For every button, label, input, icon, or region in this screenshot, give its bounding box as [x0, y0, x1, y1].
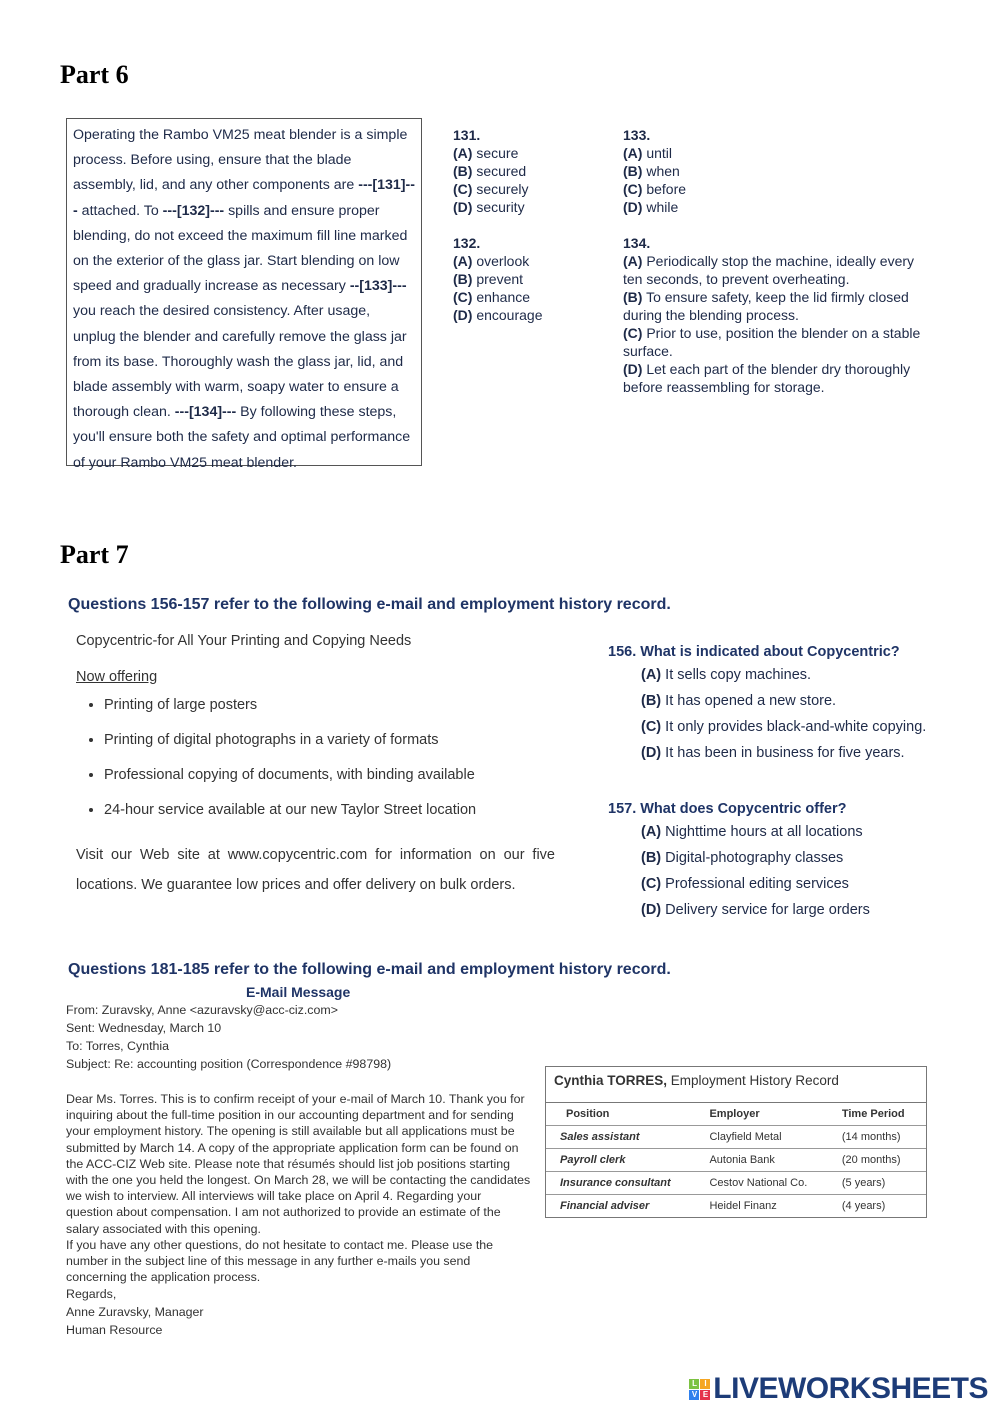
table-cell: Payroll clerk	[546, 1149, 703, 1172]
option-letter: (C)	[623, 325, 643, 341]
option-text: secure	[476, 145, 519, 161]
column-header: Position	[546, 1103, 703, 1126]
answer-option[interactable]	[641, 897, 948, 923]
option-letter: (D)	[623, 361, 643, 377]
question-text: 156. What is indicated about Copycentric?	[608, 644, 900, 660]
question-133	[623, 126, 923, 216]
option-letter: (D)	[623, 199, 643, 215]
answer-option[interactable]	[641, 740, 948, 766]
question-131	[453, 126, 603, 216]
option-text: Nighttime hours at all locations	[665, 824, 863, 840]
offer-item: • Printing of digital photographs in a variety of formats	[104, 723, 584, 758]
option-text: It has opened a new store.	[665, 693, 837, 709]
column-header: Employer	[703, 1103, 835, 1126]
option-letter: (C)	[453, 181, 473, 197]
answer-option[interactable]	[641, 845, 948, 871]
answer-option[interactable]	[453, 288, 603, 306]
question-text: 157. What does Copycentric offer?	[608, 801, 847, 817]
option-letter: (A)	[623, 253, 643, 269]
table-cell: Insurance consultant	[546, 1172, 703, 1195]
ad-closing: Visit our Web site at www.copycentric.com for information on our five locations. We guarantee low prices and offer delivery on bulk orders.	[76, 847, 555, 893]
offer-item: • Professional copying of documents, with binding available	[104, 758, 584, 793]
question-157	[608, 801, 948, 923]
logo-cube-tile: L	[689, 1379, 699, 1389]
option-text: overlook	[476, 253, 530, 269]
option-text: before	[646, 181, 687, 197]
answer-option[interactable]	[641, 819, 948, 845]
question-132	[453, 234, 603, 324]
option-text: Prior to use, position the blender on a stable surface.	[623, 325, 921, 359]
answer-option[interactable]	[641, 714, 948, 740]
option-text: secured	[476, 163, 527, 179]
blank-marker: --[133]---	[349, 278, 407, 295]
answer-option[interactable]	[453, 306, 603, 324]
table-cell: (5 years)	[836, 1172, 926, 1195]
ad-title: Copycentric-for All Your Printing and Copying Needs	[76, 633, 412, 649]
passage-text: you reach the desired consistency. After usage, unplug the blender and carefully remove the glass jar from its base. Thoroughly wash the glass jar, lid, and blade assembly with warm, soapy water to ensure a thorough clean.	[73, 303, 407, 421]
table-cell: (4 years)	[841, 1200, 886, 1212]
option-text: Delivery service for large orders	[665, 902, 870, 918]
answer-option[interactable]	[453, 252, 603, 270]
record-name: Cynthia TORRES,	[554, 1073, 668, 1088]
email-from: From: Zuravsky, Anne <azuravsky@acc-ciz.com>	[66, 1003, 338, 1017]
option-text: To ensure safety, keep the lid firmly closed during the blending process.	[623, 289, 909, 323]
table-cell: Heidel Finanz	[709, 1200, 777, 1212]
question-number: 134.	[623, 235, 651, 251]
passage-text: Operating the Rambo VM25 meat blender is a simple process. Before using, ensure that the blade assembly, lid, and any other components are	[73, 127, 408, 194]
option-text: enhance	[476, 289, 531, 305]
email-body-1: Dear Ms. Torres. This is to confirm receipt of your e-mail of March 10. Thank you for inquiring about the full-time position in our accounting department and for sending your employment history. The opening is still available but all applications must be submitted by March 14. A copy of the appropriate application form can be found on the ACC-CIZ Web site. Please note that résumés should list job positions starting with the one you held the longest. On March 28, we will be contacting the candidates we wish to interview. All interviews will take place on April 4. Regarding your question about compensation. I am not authorized to provide an estimate of the salary associated with this opening.	[66, 1092, 531, 1236]
question-number: 133.	[623, 127, 651, 143]
table-row	[546, 1149, 926, 1172]
table-cell: Financial adviser	[560, 1200, 650, 1212]
table-cell: Clayfield Metal	[703, 1126, 835, 1149]
table-row	[546, 1126, 926, 1149]
option-text: prevent	[476, 271, 524, 287]
passage-text: By following these steps, you'll ensure both the safety and optimal performance of your Rambo VM25 meat blender.	[73, 404, 411, 471]
offer-item: • 24-hour service available at our new Taylor Street location	[104, 793, 584, 828]
question-number: 132.	[453, 235, 481, 251]
logo-cube-tile: V	[689, 1390, 699, 1400]
option-letter: (B)	[623, 289, 643, 305]
option-letter: (D)	[453, 307, 473, 323]
option-text: until	[646, 145, 673, 161]
answer-option[interactable]	[623, 360, 923, 396]
email-to: To: Torres, Cynthia	[66, 1039, 170, 1053]
email-department: Human Resource	[66, 1323, 163, 1338]
email-body-2: If you have any other questions, do not hesitate to contact me. Please use the number in the subject line of this message in any further e-mails you send concerning the application process.	[66, 1237, 494, 1285]
answer-option[interactable]	[641, 662, 948, 688]
record-table	[546, 1103, 926, 1217]
logo-cube-tile: E	[700, 1390, 710, 1400]
passage-text: attached. To	[77, 202, 163, 219]
logo-cube-tile: I	[700, 1379, 710, 1389]
blank-marker: ---[132]---	[162, 202, 225, 219]
record-title: Employment History Record	[667, 1073, 839, 1088]
option-text: when	[646, 163, 680, 179]
option-letter: (A)	[623, 145, 643, 161]
option-letter: (B)	[453, 163, 473, 179]
option-letter: (C)	[623, 181, 643, 197]
email-regards: Regards,	[66, 1287, 117, 1302]
blank-marker: ---[131]---	[73, 177, 415, 219]
answer-option[interactable]	[453, 162, 603, 180]
email-sent: Sent: Wednesday, March 10	[66, 1021, 222, 1035]
now-offering: Now offering	[76, 669, 158, 685]
option-text: Digital-photography classes	[665, 850, 844, 866]
option-text: It only provides black-and-white copying.	[665, 719, 927, 735]
option-letter: (A)	[641, 824, 662, 840]
option-letter: (B)	[641, 693, 662, 709]
option-text: encourage	[476, 307, 543, 323]
option-text: while	[646, 199, 679, 215]
table-cell: (14 months)	[836, 1126, 926, 1149]
answer-option[interactable]	[453, 198, 603, 216]
option-text: securely	[476, 181, 529, 197]
table-cell: (20 months)	[836, 1149, 926, 1172]
answer-option[interactable]	[453, 144, 603, 162]
option-text: Periodically stop the machine, ideally every ten seconds, to prevent overheating.	[623, 253, 915, 287]
answer-option[interactable]	[623, 144, 923, 162]
table-cell: Sales assistant	[546, 1126, 703, 1149]
option-text: It has been in business for five years.	[665, 745, 905, 761]
column-header: Time Period	[836, 1103, 926, 1126]
answer-option[interactable]	[641, 871, 948, 897]
option-letter: (C)	[453, 289, 473, 305]
part7-title: Part 7	[60, 540, 129, 569]
set2-heading: Questions 181-185 refer to the following e-mail and employment history record.	[68, 961, 671, 978]
option-letter: (A)	[453, 145, 473, 161]
blank-marker: ---[134]---	[174, 404, 237, 421]
logo-text: LIVEWORKSHEETS	[713, 1372, 988, 1405]
question-134	[623, 234, 923, 396]
option-text: Let each part of the blender dry thoroughly before reassembling for storage.	[623, 361, 911, 395]
email-signature: Anne Zuravsky, Manager	[66, 1305, 204, 1320]
table-cell: Cestov National Co.	[703, 1172, 835, 1195]
liveworksheets-logo	[689, 1372, 988, 1406]
email-title: E-Mail Message	[246, 984, 351, 1000]
table-cell: Autonia Bank	[703, 1149, 835, 1172]
answer-option[interactable]	[623, 252, 923, 288]
option-letter: (C)	[641, 876, 662, 892]
option-letter: (C)	[641, 719, 662, 735]
employment-record	[545, 1066, 927, 1218]
table-row	[546, 1195, 926, 1218]
question-number: 131.	[453, 127, 481, 143]
set1-heading: Questions 156-157 refer to the following e-mail and employment history record.	[68, 596, 671, 613]
logo-cube-icon	[689, 1379, 710, 1400]
option-text: Professional editing services	[665, 876, 849, 892]
question-156	[608, 644, 948, 766]
passage-text: spills and ensure proper blending, do not exceed the maximum fill line marked on the exterior of the glass jar. Start blending on low speed and gradually increase as necessary	[73, 202, 408, 295]
answer-option[interactable]	[623, 180, 923, 198]
offer-list	[60, 688, 584, 828]
option-letter: (B)	[453, 271, 473, 287]
option-letter: (A)	[641, 667, 662, 683]
table-row	[546, 1172, 926, 1195]
option-letter: (D)	[453, 199, 473, 215]
part6-passage	[66, 118, 422, 471]
email-subject: Subject: Re: accounting position (Correspondence #98798)	[66, 1057, 392, 1071]
option-letter: (B)	[623, 163, 643, 179]
answer-option[interactable]	[623, 198, 923, 216]
answer-option[interactable]	[453, 180, 603, 198]
part6-title: Part 6	[60, 60, 129, 89]
option-text: It sells copy machines.	[665, 667, 812, 683]
option-text: security	[476, 199, 525, 215]
option-letter: (D)	[641, 902, 662, 918]
option-letter: (B)	[641, 850, 662, 866]
answer-option[interactable]	[641, 688, 948, 714]
answer-option[interactable]	[623, 162, 923, 180]
offer-item: • Printing of large posters	[104, 688, 584, 723]
answer-option[interactable]	[623, 288, 923, 324]
answer-option[interactable]	[453, 270, 603, 288]
answer-option[interactable]	[623, 324, 923, 360]
option-letter: (D)	[641, 745, 662, 761]
option-letter: (A)	[453, 253, 473, 269]
